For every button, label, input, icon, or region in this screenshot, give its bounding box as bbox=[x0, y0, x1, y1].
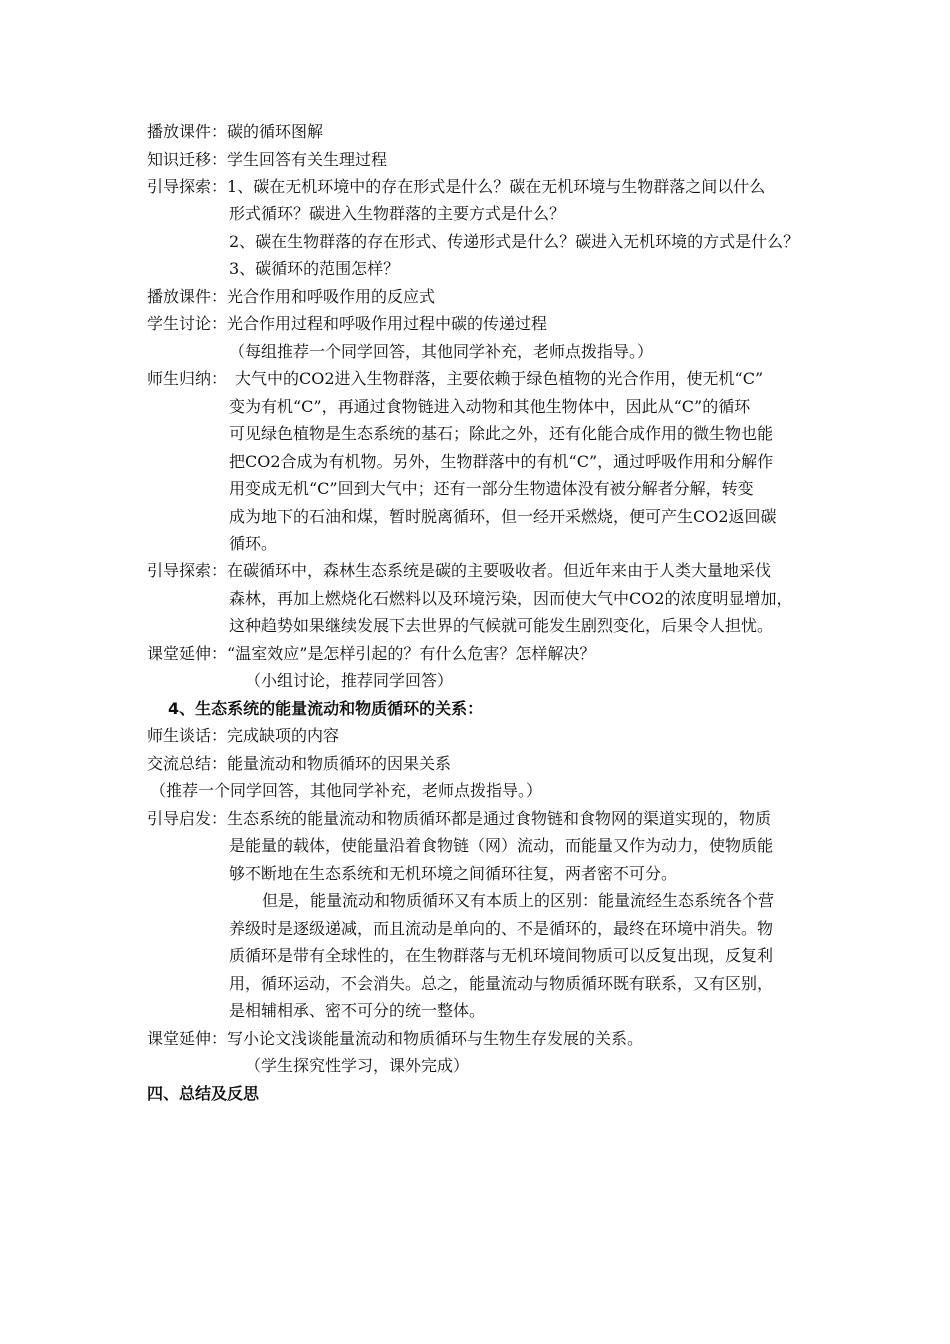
line-text: 大气中的CO2进入生物群落，主要依赖于绿色植物的光合作用，使无机“C” bbox=[235, 369, 764, 388]
line-label: 引导探索： bbox=[147, 561, 228, 580]
paragraph-line bbox=[147, 754, 451, 774]
line-text: 光合作用和呼吸作用的反应式 bbox=[227, 287, 436, 306]
paragraph-line bbox=[147, 177, 765, 197]
line-text: 生态系统的能量流动和物质循环都是通过食物链和食物网的渠道实现的，物质 bbox=[227, 809, 772, 828]
paragraph-line bbox=[147, 314, 547, 334]
paragraph-line: 这种趋势如果继续发展下去世界的气候就可能发生剧烈变化，后果令人担忧。 bbox=[229, 616, 774, 635]
paragraph-line: 是相辅相承、密不可分的统一整体。 bbox=[229, 1001, 486, 1020]
paragraph-line: 变为有机“C”，再通过食物链进入动物和其他生物体中，因此从“C”的循环 bbox=[229, 397, 751, 416]
line-label: 知识迁移： bbox=[147, 150, 228, 169]
line-label: 引导探索： bbox=[147, 177, 228, 196]
paragraph-line bbox=[147, 644, 595, 664]
paragraph-line: 成为地下的石油和煤，暂时脱离循环，但一经开采燃烧，便可产生CO2返回碳 bbox=[229, 507, 777, 526]
line-text: 学生回答有关生理过程 bbox=[227, 150, 388, 169]
section-heading: 4、生态系统的能量流动和物质循环的关系： bbox=[168, 699, 484, 718]
line-text: 在碳循环中，森林生态系统是碳的主要吸收者。但近年来由于人类大量地采伐 bbox=[227, 561, 772, 580]
paragraph-line: （学生探究性学习，课外完成） bbox=[245, 1056, 470, 1075]
paragraph-line bbox=[147, 122, 323, 142]
paragraph-line: 把CO2合成为有机物。另外，生物群落中的有机“C”，通过呼吸作用和分解作 bbox=[229, 452, 774, 471]
paragraph-line: 但是，能量流动和物质循环又有本质上的区别：能量流经生态系统各个营 bbox=[262, 891, 775, 910]
line-text: 1、碳在无机环境中的存在形式是什么？碳在无机环境与生物群落之间以什么 bbox=[227, 177, 766, 196]
paragraph-line: 用，循环运动，不会消失。总之，能量流动与物质循环既有联系，又有区别， bbox=[229, 974, 774, 993]
line-label: 引导启发： bbox=[147, 809, 228, 828]
paragraph-line: 森林，再加上燃烧化石燃料以及环境污染，因而使大气中CO2的浓度明显增加， bbox=[229, 589, 793, 608]
paragraph-line bbox=[147, 1029, 643, 1049]
paragraph-line bbox=[147, 369, 763, 389]
line-label: 师生谈话： bbox=[147, 726, 228, 745]
paragraph-line: 循环。 bbox=[229, 534, 278, 553]
paragraph-line bbox=[147, 809, 771, 829]
paragraph-line: 够不断地在生态系统和无机环境之间循环往复，两者密不可分。 bbox=[229, 864, 678, 883]
paragraph-line bbox=[147, 561, 771, 581]
paragraph-line: 是能量的载体，使能量沿着食物链（网）流动，而能量又作为动力，使物质能 bbox=[229, 836, 774, 855]
line-text: 光合作用过程和呼吸作用过程中碳的传递过程 bbox=[227, 314, 548, 333]
paragraph-line: 可见绿色植物是生态系统的基石；除此之外，还有化能合成作用的微生物也能 bbox=[229, 424, 774, 443]
paragraph-line bbox=[147, 726, 339, 746]
paragraph-line: 养级时是逐级递减，而且流动是单向的、不是循环的，最终在环境中消失。物 bbox=[229, 919, 774, 938]
paragraph-line: （小组讨论，推荐同学回答） bbox=[245, 671, 454, 690]
line-label: 课堂延伸： bbox=[147, 644, 228, 663]
paragraph-line: （每组推荐一个同学回答，其他同学补充，老师点拨指导。） bbox=[229, 342, 654, 361]
paragraph-line bbox=[147, 150, 387, 170]
line-label: 课堂延伸： bbox=[147, 1029, 228, 1048]
line-text: 写小论文浅谈能量流动和物质循环与生物生存发展的关系。 bbox=[227, 1029, 644, 1048]
line-label: 学生讨论： bbox=[147, 314, 228, 333]
line-label: 播放课件： bbox=[147, 122, 228, 141]
paragraph-line: （推荐一个同学回答，其他同学补充，老师点拨指导。） bbox=[150, 781, 543, 800]
section-heading: 四、总结及反思 bbox=[147, 1084, 260, 1103]
line-text: 碳的循环图解 bbox=[227, 122, 324, 141]
paragraph-line: 质循环是带有全球性的，在生物群落与无机环境间物质可以反复出现，反复利 bbox=[229, 946, 774, 965]
paragraph-line: 用变成无机“C”回到大气中；还有一部分生物遗体没有被分解者分解，转变 bbox=[229, 479, 754, 498]
line-label: 师生归纳： bbox=[147, 369, 228, 388]
paragraph-line: 2、碳在生物群落的存在形式、传递形式是什么？碳进入无机环境的方式是什么？ bbox=[229, 232, 800, 251]
line-label: 交流总结： bbox=[147, 754, 228, 773]
line-label: 播放课件： bbox=[147, 287, 228, 306]
line-text: 完成缺项的内容 bbox=[227, 726, 340, 745]
line-text: “温室效应”是怎样引起的？有什么危害？怎样解决？ bbox=[227, 644, 596, 663]
paragraph-line bbox=[147, 287, 435, 307]
paragraph-line: 形式循环？碳进入生物群落的主要方式是什么？ bbox=[229, 204, 566, 223]
paragraph-line: 3、碳循环的范围怎样？ bbox=[229, 259, 400, 278]
line-text: 能量流动和物质循环的因果关系 bbox=[227, 754, 452, 773]
